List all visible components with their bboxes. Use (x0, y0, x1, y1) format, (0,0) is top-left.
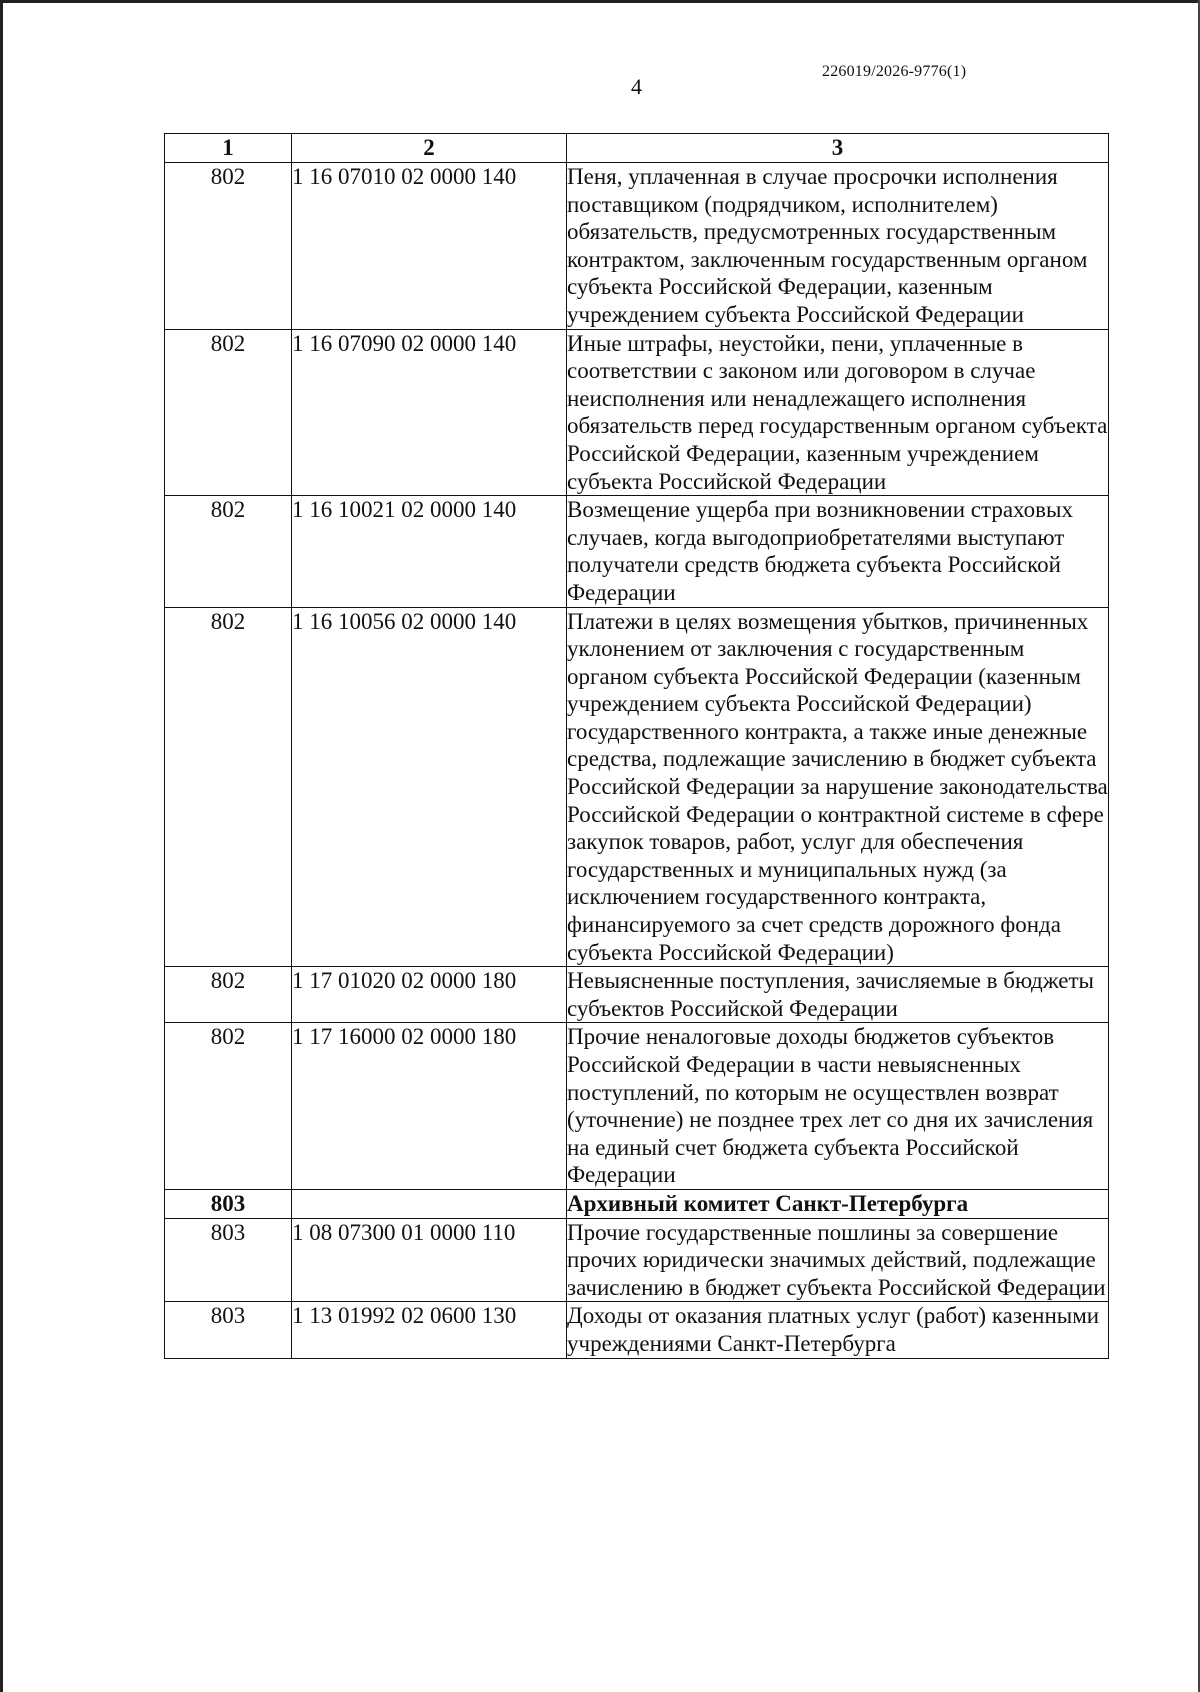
budget-code-cell: 1 16 07010 02 0000 140 (292, 163, 567, 330)
budget-code-cell (292, 1189, 567, 1218)
column-header-3: 3 (567, 134, 1109, 163)
table-row (165, 496, 1109, 607)
table-row (165, 1218, 1109, 1302)
admin-code-cell: 802 (165, 163, 292, 330)
admin-code-cell: 803 (165, 1189, 292, 1218)
description-cell: Прочие неналоговые доходы бюджетов субъектов Российской Федерации в части невыясненных поступлений, по которым не осуществлен возврат (уточнение) не позднее трех лет со дня их зачисления на единый счет бюджета субъекта Российской Федерации (567, 1023, 1109, 1190)
table-row (165, 1023, 1109, 1190)
description-cell: Иные штрафы, неустойки, пени, уплаченные в соответствии с законом или договором в случае неисполнения или ненадлежащего исполнения обязательств перед государственным органом субъекта Российской Федерации, казенным учреждением субъекта Российской Федерации (567, 329, 1109, 496)
admin-code-cell: 802 (165, 329, 292, 496)
admin-code-cell: 802 (165, 1023, 292, 1190)
admin-code-cell: 803 (165, 1302, 292, 1358)
scan-edge-top (0, 0, 1200, 3)
page-number: 4 (631, 74, 642, 99)
table-section-row (165, 1189, 1109, 1218)
description-cell: Возмещение ущерба при возникновении страховых случаев, когда выгодоприобретателями выступают получатели средств бюджета субъекта Российской Федерации (567, 496, 1109, 607)
table-row (165, 329, 1109, 496)
admin-code-cell: 802 (165, 967, 292, 1023)
description-cell: Пеня, уплаченная в случае просрочки исполнения поставщиком (подрядчиком, исполнителем) обязательств, предусмотренных государственным контрактом, заключенным государственным органом субъекта Российской Федерации, казенным учреждением субъекта Российской Федерации (567, 163, 1109, 330)
description-cell: Невыясненные поступления, зачисляемые в бюджеты субъектов Российской Федерации (567, 967, 1109, 1023)
description-cell: Прочие государственные пошлины за совершение прочих юридически значимых действий, подлежащие зачислению в бюджет субъекта Российской Федерации (567, 1218, 1109, 1302)
table-header-row (165, 134, 1109, 163)
description-cell: Платежи в целях возмещения убытков, причиненных уклонением от заключения с государственным органом субъекта Российской Федерации (казенным учреждением субъекта Российской Федерации) государственного контракта, а также иные денежные средства, подлежащие зачислению в бюджет субъекта Российской Федерации за нарушение законодательства Российской Федерации о контрактной системе в сфере закупок товаров, работ, услуг для обеспечения государственных и муниципальных нужд (за исключением государственного контракта, финансируемого за счет средств дорожного фонда субъекта Российской Федерации) (567, 607, 1109, 967)
budget-code-cell: 1 08 07300 01 0000 110 (292, 1218, 567, 1302)
budget-code-cell: 1 17 01020 02 0000 180 (292, 967, 567, 1023)
admin-code-cell: 802 (165, 496, 292, 607)
admin-code-cell: 802 (165, 607, 292, 967)
budget-code-cell: 1 17 16000 02 0000 180 (292, 1023, 567, 1190)
scan-edge-left (0, 0, 3, 1692)
administrator-name-cell: Архивный комитет Санкт-Петербурга (567, 1189, 1109, 1218)
table-row (165, 163, 1109, 330)
budget-code-cell: 1 13 01992 02 0600 130 (292, 1302, 567, 1358)
budget-code-cell: 1 16 07090 02 0000 140 (292, 329, 567, 496)
budget-code-cell: 1 16 10056 02 0000 140 (292, 607, 567, 967)
table-row (165, 1302, 1109, 1358)
table-row (165, 967, 1109, 1023)
description-cell: Доходы от оказания платных услуг (работ) казенными учреждениями Санкт-Петербурга (567, 1302, 1109, 1358)
column-header-1: 1 (165, 134, 292, 163)
column-header-2: 2 (292, 134, 567, 163)
admin-code-cell: 803 (165, 1218, 292, 1302)
budget-codes-table (164, 133, 1109, 1359)
budget-code-cell: 1 16 10021 02 0000 140 (292, 496, 567, 607)
table-row (165, 607, 1109, 967)
document-number: 226019/2026-9776(1) (822, 63, 967, 80)
